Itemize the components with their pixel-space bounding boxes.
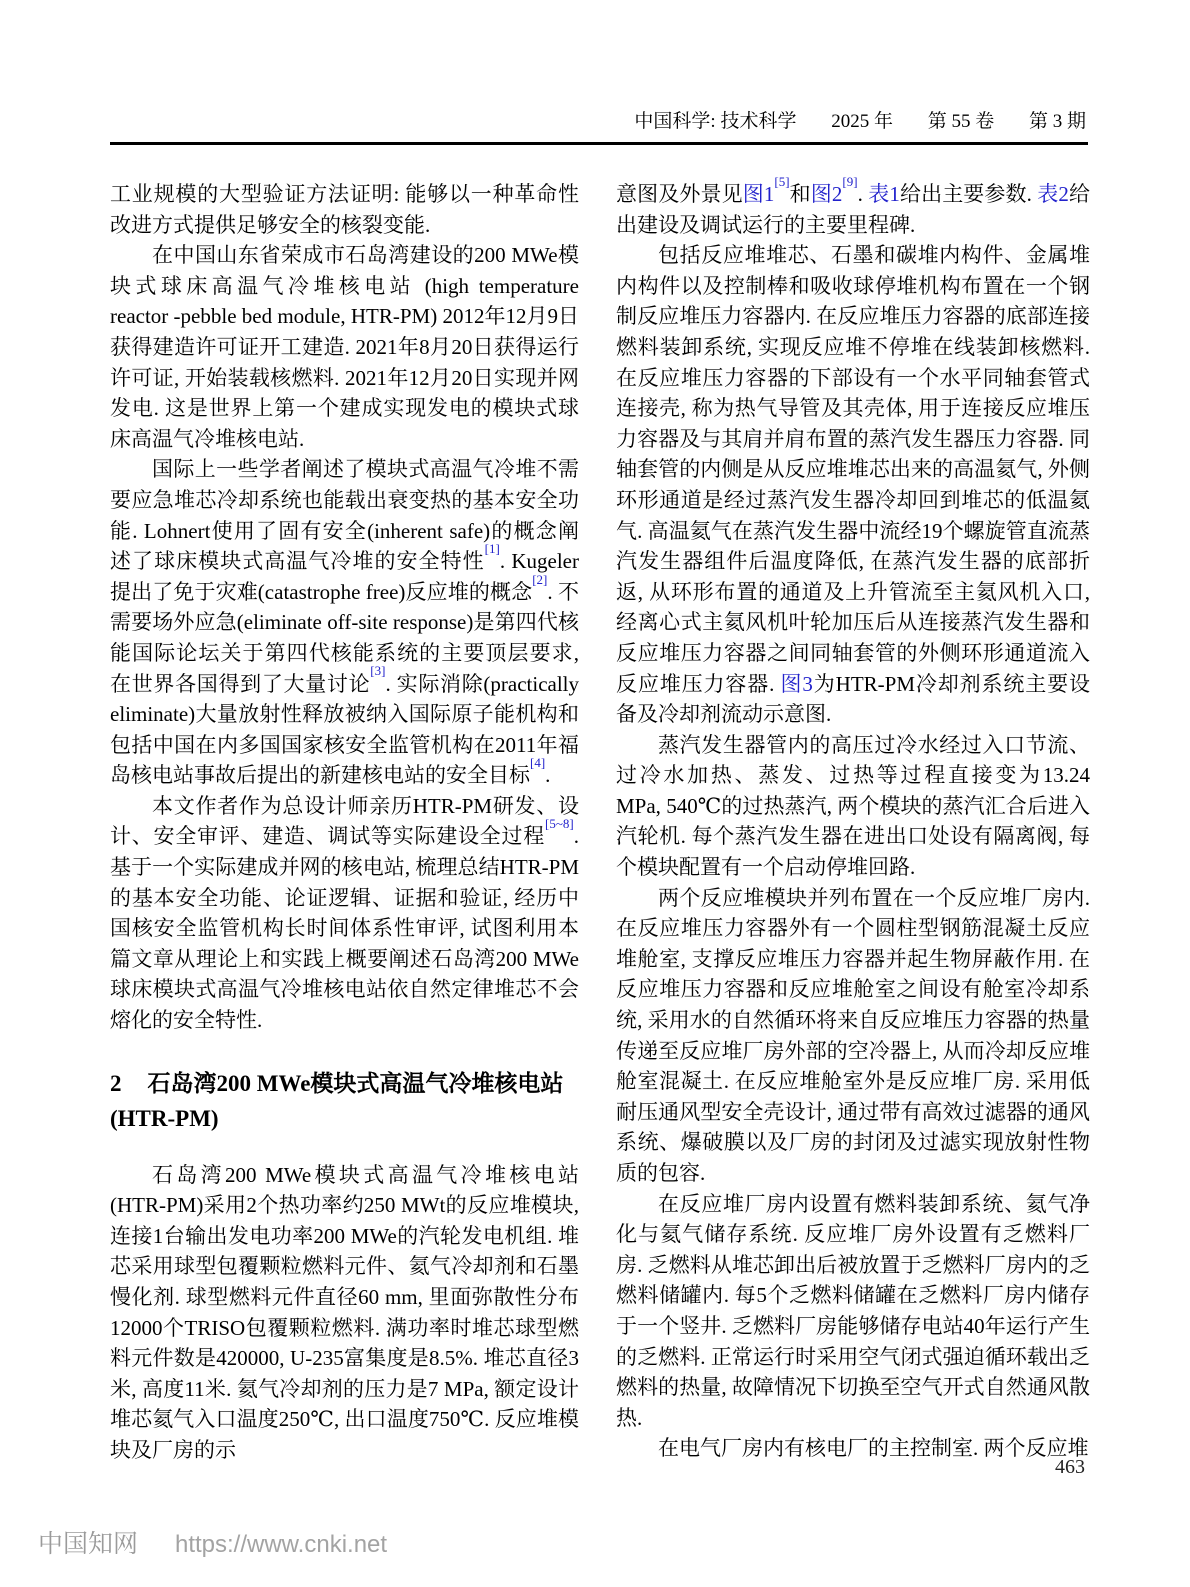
paragraph (110, 179, 579, 240)
text-run: 两个反应堆模块并列布置在一个反应堆厂房内. 在反应堆压力容器外有一个圆柱型钢筋混凝土反应堆舱室, 支撑反应堆压力容器并起生物屏蔽作用. 在反应堆压力容器和反应堆舱室之间设有舱室冷却系统, 采用水的自然循环将来自反应堆压力容器的热量传递至反应堆厂房外部的空冷器上, 从而冷却反应堆舱室混凝土. 在反应堆舱室外是反应堆厂房. 采用低耐压通风型安全壳设计, 通过带有高效过滤器的通风系统、爆破膜以及厂房的封闭及过滤实现放射性物质的包容. (616, 885, 1090, 1185)
right-column (616, 173, 1091, 1466)
text-run: 本文作者作为总设计师亲历HTR-PM研发、设计、安全审评、建造、调试等实际建设全过程 (110, 793, 579, 849)
paragraph (616, 173, 1091, 240)
paragraph (110, 791, 579, 1036)
paragraph (110, 454, 579, 791)
citation-link[interactable]: [2] (532, 571, 548, 587)
paragraph (616, 730, 1090, 883)
cnki-brand-text: 中国知网 (38, 1530, 139, 1558)
page-number: 463 (1055, 1456, 1085, 1478)
text-run: . Kugeler提出了免于灾难(catastrophe free)反应堆的概念 (110, 549, 580, 604)
left-column (110, 179, 579, 1466)
cross-ref-link[interactable]: 图1 (742, 182, 775, 206)
paragraph (616, 1433, 1090, 1464)
citation-link[interactable]: [5~8] (545, 816, 574, 832)
paragraph (616, 1189, 1090, 1434)
text-run: 在中国山东省荣成市石岛湾建设的200 MWe模块式球床高温气冷堆核电站 (high temperature reactor -pebble bed module, HTR-PM) 2012年12月9日获得建造许可证开工建造. 2021年8月20日获得运行许可证, 开始装载核燃料. 2021年12月20日实现并网发电. 这是世界上第一个建成实现发电的模块式球床高温气冷堆核电站. (110, 243, 579, 451)
text-run: . (857, 182, 869, 206)
text-run: . 基于一个实际建成并网的核电站, 梳理总结HTR-PM的基本安全功能、论证逻辑、证据和验证, 经历中国核安全监管机构长时间体系性审评, 试图利用本篇文章从理论上和实践上概要阐述石岛湾200 MWe球床模块式高温气冷堆核电站依自然定律堆芯不会熔化的安全特性. (110, 824, 579, 1033)
text-run: 在反应堆厂房内设置有燃料装卸系统、氦气净化与氦气储存系统. 反应堆厂房外设置有乏燃料厂房. 乏燃料从堆芯卸出后被放置于乏燃料厂房内的乏燃料储罐内. 每5个乏燃料储罐在乏燃料厂房内储存于一个竖井. 乏燃料厂房能够储存电站40年运行产生的乏燃料. 正常运行时采用空气闭式强迫循环载出乏燃料的热量, 故障情况下切换至空气开式自然通风散热. (616, 1191, 1090, 1430)
paragraph (616, 883, 1090, 1189)
journal-header (110, 106, 1086, 133)
journal-volume: 第 55 卷 (927, 111, 995, 132)
section-title: 石岛湾200 MWe模块式高温气冷堆核电站(HTR-PM) (110, 1070, 564, 1131)
cnki-url: https://www.cnki.net (174, 1531, 388, 1558)
journal-issue: 第 3 期 (1028, 111, 1086, 132)
text-run: 给出建设及调试运行的主要里程碑. (616, 182, 1091, 237)
citation-link[interactable]: [4] (530, 755, 546, 771)
text-run: 包括反应堆堆芯、石墨和碳堆内构件、金属堆内构件以及控制棒和吸收球停堆机构布置在一个钢制反应堆压力容器内. 在反应堆压力容器的底部连接燃料装卸系统, 实现反应堆不停堆在线装卸核燃料. 在反应堆压力容器的下部设有一个水平同轴套管式连接壳, 称为热气导管及其壳体, 用于连接反应堆压力容器及与其肩并肩布置的蒸汽发生器压力容器. 同轴套管的内侧是从反应堆堆芯出来的高温氦气, 外侧环形通道是经过蒸汽发生器冷却回到堆芯的低温氦气. 高温氦气在蒸汽发生器中流经19个螺旋管直流蒸汽发生器组件后温度降低, 在蒸汽发生器的底部折返, 从环形布置的通道及上升管流至主氦风机入口, 经离心式主氦风机叶轮加压后从连接蒸汽发生器和反应堆压力容器之间同轴套管的外侧环形通道流入反应堆压力容器. (616, 243, 1090, 696)
cross-ref-link[interactable]: 表2 (1037, 182, 1069, 206)
citation-link[interactable]: [3] (370, 663, 386, 679)
section-number: 2 (110, 1070, 122, 1096)
paragraph (616, 240, 1090, 730)
journal-title: 中国科学: 技术科学 (634, 111, 797, 132)
cross-ref-link[interactable]: 表1 (868, 182, 900, 206)
text-run: 国际上一些学者阐述了模块式高温气冷堆不需要应急堆芯冷却系统也能载出衰变热的基本安全功能. Lohnert使用了固有安全(inherent safe)的概念阐述了球床模块式高温气冷堆的安全特性 (110, 457, 579, 574)
cross-ref-link[interactable]: 图2 (810, 182, 843, 206)
text-run: 蒸汽发生器管内的高压过冷水经过入口节流、过冷水加热、蒸发、过热等过程直接变为13.24 MPa, 540℃的过热蒸汽, 两个模块的蒸汽汇合后进入汽轮机. 每个蒸汽发生器在进出口处设有隔离阀, 每个模块配置有一个启动停堆回路. (616, 732, 1090, 880)
body-columns (110, 173, 1091, 1466)
text-run: . 不需要场外应急(eliminate off-site response)是第四代核能国际论坛关于第四代核能系统的主要顶层要求, 在世界各国得到了大量讨论 (110, 579, 580, 696)
text-run: 意图及外景见 (616, 182, 743, 206)
citation-link[interactable]: [5] (774, 173, 790, 189)
text-run: 石岛湾200 MWe模块式高温气冷堆核电站(HTR-PM)采用2个热功率约250 MWt的反应堆模块, 连接1台输出发电功率200 MWe的汽轮发电机组. 堆芯采用球型包覆颗粒燃料元件、氦气冷却剂和石墨慢化剂. 球型燃料元件直径60 mm, 里面弥散性分布12000个TRISO包覆颗粒燃料. 满功率时堆芯球型燃料元件数是420000, U-235富集度是8.5%. 堆芯直径3米, 高度11米. 氦气冷却剂的压力是7 MPa, 额定设计堆芯氦气入口温度250℃, 出口温度750℃. 反应堆模块及厂房的示 (110, 1162, 579, 1462)
journal-year: 2025 年 (831, 111, 893, 132)
text-run: 给出主要参数. (899, 182, 1038, 206)
text-run: . 实际消除(practically eliminate)大量放射性释放被纳入国际原子能机构和包括中国在内多国国家核安全监管机构在2011年福岛核电站事故后提出的新建核电站的安全目标 (110, 671, 580, 788)
paragraph (110, 240, 579, 454)
text-run: 为HTR-PM冷却剂系统主要设备及冷却剂流动示意图. (616, 671, 1091, 727)
text-run: 工业规模的大型验证方法证明: 能够以一种革命性改进方式提供足够安全的核裂变能. (110, 182, 579, 237)
citation-link[interactable]: [9] (842, 173, 858, 189)
cross-ref-link[interactable]: 图3 (780, 671, 813, 696)
section-heading (110, 1066, 579, 1136)
text-run: 在电气厂房内有核电厂的主控制室. 两个反应堆 (658, 1436, 1089, 1461)
text-run: . (545, 763, 551, 788)
citation-link[interactable]: [1] (484, 540, 500, 556)
paragraph (110, 1160, 579, 1466)
cnki-watermark (38, 1524, 387, 1560)
header-rule (110, 142, 1088, 145)
text-run: 和 (789, 182, 811, 206)
